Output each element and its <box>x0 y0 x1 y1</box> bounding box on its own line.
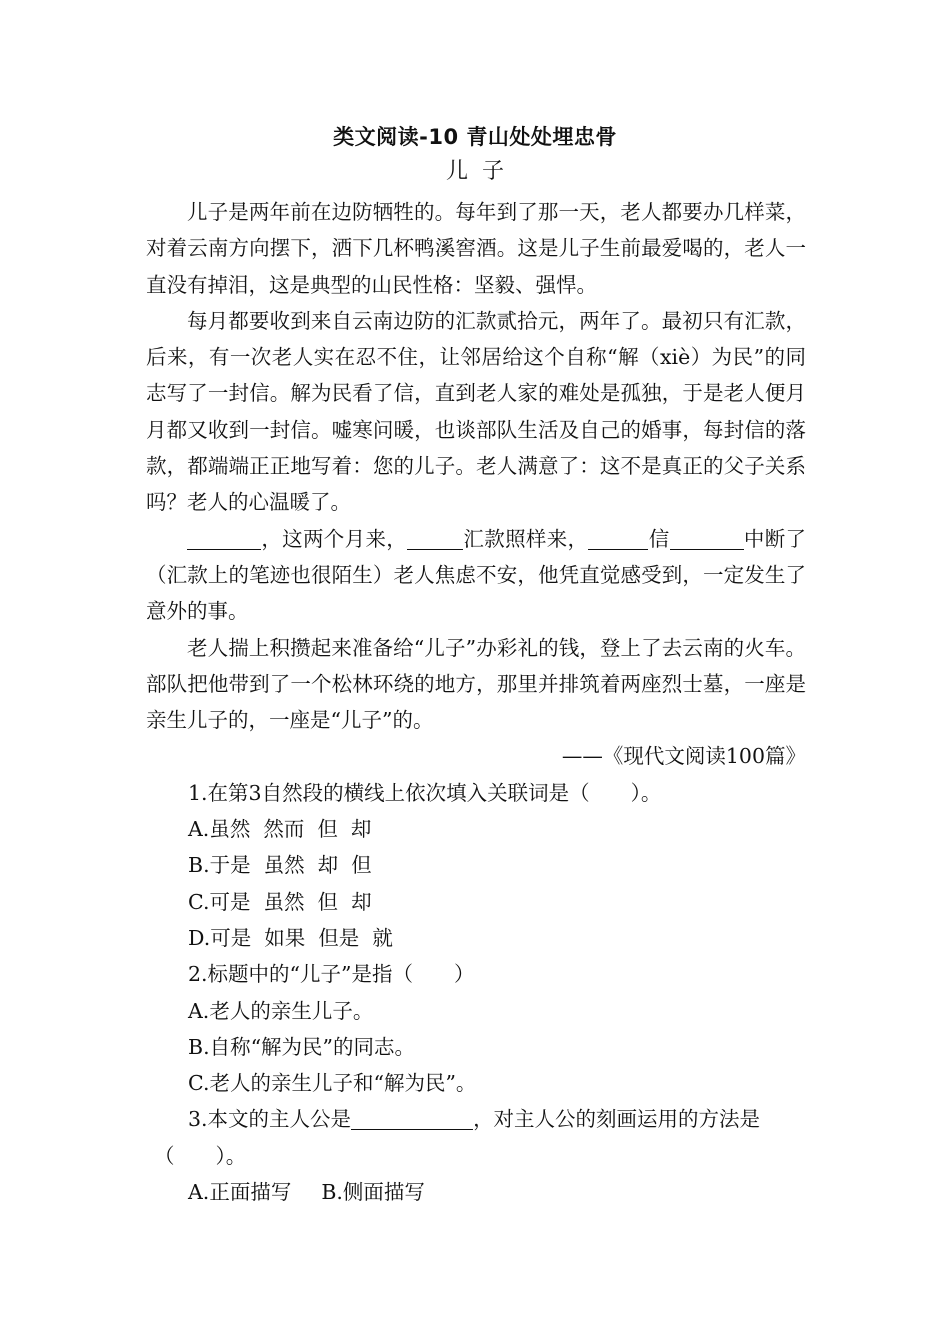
question-1-option-c[interactable]: C.可是 虽然 但 却 <box>188 889 372 914</box>
paragraph-4: 老人揣上积攒起来准备给“儿子”办彩礼的钱，登上了去云南的火车。部队把他带到了一个松林环绕的地方，那里并排筑着两座烈士墓，一座是亲生儿子的，一座是“儿子”的。 <box>146 635 806 733</box>
question-2-stem: 2.标题中的“儿子”是指（ ） <box>188 962 475 987</box>
fill-blank-4[interactable] <box>670 525 744 550</box>
question-3-stem-b: ，对主人公的刻画运用的方法是 <box>473 1107 761 1132</box>
question-3-options <box>146 1174 806 1210</box>
paragraph-3-segment-1: ，这两个月来， <box>261 526 408 551</box>
question-2-option-c[interactable]: C.老人的亲生儿子和“解为民”。 <box>188 1071 477 1096</box>
question-1-option-a[interactable]: A.虽然 然而 但 却 <box>188 817 372 842</box>
fill-blank-3[interactable] <box>588 525 648 550</box>
paragraph-2: 每月都要收到来自云南边防的汇款贰拾元，两年了。最初只有汇款，后来，有一次老人实在忍不住，让邻居给这个自称“解（xiè）为民”的同志写了一封信。解为民看了信，直到老人家的难处是孤独，于是老人便月月都又收到一封信。嘘寒问暖，也谈部队生活及自己的婚事，每封信的落款，都端端正正地写着：您的儿子。老人满意了：这不是真正的父子关系吗？老人的心温暖了。 <box>146 308 806 515</box>
paragraph-3-segment-4: 中断了（汇款上的笔迹也很陌生）老人焦虑不安，他凭直觉感受到，一定发生了意外的事。 <box>146 526 807 624</box>
question-3-stem <box>146 1101 806 1137</box>
question-2-option-b[interactable]: B.自称“解为民”的同志。 <box>188 1034 416 1059</box>
paragraph-3 <box>146 521 806 630</box>
source-citation: ——《现代文阅读100篇》 <box>561 744 806 769</box>
article-title: 儿子 <box>445 159 518 184</box>
question-3-option-b[interactable]: B.侧面描写 <box>321 1180 425 1205</box>
question-3-blank[interactable] <box>351 1105 473 1130</box>
question-3-option-a[interactable]: A.正面描写 <box>188 1180 292 1205</box>
fill-blank-1[interactable] <box>187 525 261 550</box>
paragraph-1: 儿子是两年前在边防牺牲的。每年到了那一天，老人都要办几样菜，对着云南方向摆下，洒下几杯鸭溪窖酒。这是儿子生前最爱喝的，老人一直没有掉泪，这是典型的山民性格：坚毅、强悍。 <box>146 200 806 297</box>
question-3-answer-bracket: （ ）。 <box>154 1143 247 1168</box>
question-1-stem: 1.在第3自然段的横线上依次填入关联词是（ ）。 <box>188 780 662 805</box>
document-body <box>146 194 806 1210</box>
question-3-stem-a: 3.本文的主人公是 <box>188 1107 352 1132</box>
paragraph-3-segment-3: 信 <box>648 526 670 551</box>
question-1-option-b[interactable]: B.于是 虽然 却 但 <box>188 853 372 878</box>
paragraph-3-segment-2: 汇款照样来， <box>463 526 589 551</box>
question-1-option-d[interactable]: D.可是 如果 但是 就 <box>188 925 393 950</box>
question-2-option-a[interactable]: A.老人的亲生儿子。 <box>188 998 374 1023</box>
document-title: 类文阅读-10 青山处处埋忠骨 <box>333 125 617 149</box>
fill-blank-2[interactable] <box>407 525 463 550</box>
